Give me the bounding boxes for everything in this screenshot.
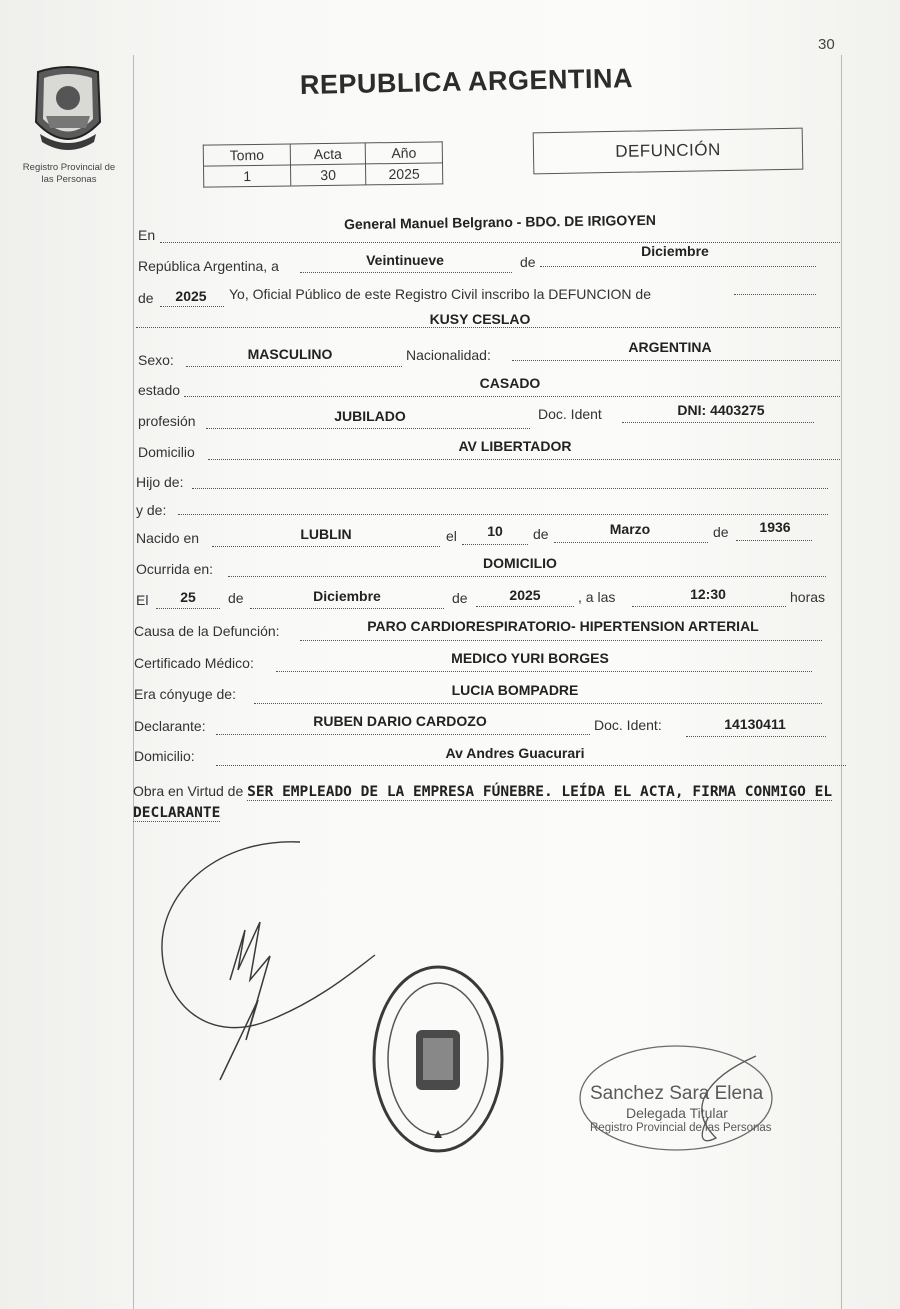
value-hora: 12:30 [690, 586, 726, 602]
record-type: DEFUNCIÓN [615, 140, 721, 161]
value-nac-mes: Marzo [609, 521, 651, 537]
value-estado: CASADO [479, 375, 541, 391]
delegate-stamp [576, 1038, 782, 1156]
line-nacido-en [212, 546, 440, 547]
value-def-anio: 2025 [509, 587, 541, 603]
label-el-def: El [136, 592, 149, 608]
value-nombre: KUSY CESLAO [429, 311, 531, 327]
label-inscribo: Yo, Oficial Público de este Registro Civil inscribo la DEFUNCION de [229, 286, 651, 302]
value-anio: 2025 [175, 288, 207, 304]
value-nac-anio: 1936 [759, 519, 791, 535]
label-sexo: Sexo: [138, 352, 174, 368]
acta-header: Acta [290, 143, 365, 165]
label-republica: República Argentina, a [138, 258, 279, 274]
label-estado: estado [138, 382, 181, 398]
label-de-anio: de [138, 290, 154, 306]
delegate-org: Registro Provincial de las Personas [590, 1122, 772, 1134]
obra-en-virtud [133, 781, 847, 823]
label-domicilio: Domicilio [138, 444, 195, 460]
value-doc: DNI: 4403275 [677, 402, 765, 418]
org-line-1: Registro Provincial de [22, 162, 116, 173]
line-causa [300, 640, 822, 641]
label-hijo-de: Hijo de: [136, 474, 184, 490]
label-domicilio-declarante: Domicilio: [134, 748, 195, 764]
line-declarante-doc [686, 736, 826, 737]
line-nombre [136, 327, 840, 328]
label-doc-ident: Doc. Ident [538, 406, 602, 422]
line-conyuge [254, 703, 822, 704]
value-domicilio-declarante: Av Andres Guacurari [445, 745, 585, 761]
label-de-nac-anio: de [713, 524, 729, 540]
line-declarante [216, 734, 590, 735]
acta-value: 30 [291, 164, 366, 186]
line-mes [540, 266, 816, 267]
tomo-acta-table [203, 141, 444, 187]
line-hijo-de [192, 488, 828, 489]
value-ocurrida-en: DOMICILIO [483, 555, 557, 571]
label-y-de: y de: [136, 502, 167, 518]
value-nacionalidad: ARGENTINA [628, 339, 712, 355]
delegate-name: Sanchez Sara Elena [590, 1083, 764, 1104]
line-nac-mes [554, 542, 708, 543]
value-lugar: General Manuel Belgrano - BDO. DE IRIGOYEN [343, 211, 657, 233]
provincial-seal-icon [30, 64, 106, 154]
line-estado [184, 396, 840, 397]
value-profesion: JUBILADO [334, 408, 406, 424]
line-def-mes [250, 608, 444, 609]
value-conyuge: LUCIA BOMPADRE [451, 682, 579, 698]
label-certificado: Certificado Médico: [134, 655, 254, 671]
value-obra: SER EMPLEADO DE LA EMPRESA FÚNEBRE. LEÍDA EL ACTA, FIRMA CONMIGO EL DECLARANTE [133, 784, 833, 821]
page-title: REPUBLICA ARGENTINA [299, 63, 634, 100]
label-de-mes: de [520, 254, 536, 270]
value-sexo: MASCULINO [247, 346, 333, 362]
line-sexo [186, 366, 402, 367]
line-domicilio-declarante [216, 765, 846, 766]
label-a-las: , a las [578, 589, 616, 605]
line-domicilio [208, 459, 840, 460]
line-ocurrida-en [228, 576, 826, 577]
left-margin-line [133, 55, 134, 1309]
delegate-role: Delegada Titular [626, 1105, 728, 1121]
value-declarante-doc: 14130411 [724, 716, 786, 732]
value-def-dia: 25 [180, 589, 196, 605]
label-nacido-en: Nacido en [136, 530, 200, 546]
declarant-signature [150, 830, 390, 1090]
value-certificado: MEDICO YURI BORGES [451, 650, 609, 666]
line-y-de [178, 514, 828, 515]
line-hora [632, 606, 786, 607]
label-en: En [138, 227, 156, 243]
tomo-value: 1 [204, 165, 291, 187]
label-obra: Obra en Virtud de [133, 783, 244, 799]
anio-header: Año [365, 142, 442, 164]
line-dia [300, 272, 512, 273]
line-nac-anio [736, 540, 812, 541]
official-round-stamp [368, 962, 508, 1157]
value-nacido-en: LUBLIN [300, 526, 352, 542]
label-profesion: profesión [138, 413, 196, 429]
label-de-def-mes: de [228, 590, 244, 606]
line-nacionalidad [512, 360, 840, 361]
label-conyuge: Era cónyuge de: [134, 686, 236, 702]
value-def-mes: Diciembre [313, 588, 381, 604]
value-causa: PARO CARDIORESPIRATORIO- HIPERTENSION ARTERIAL [367, 618, 759, 634]
record-type-box [533, 128, 804, 175]
label-causa: Causa de la Defunción: [134, 623, 280, 639]
value-declarante: RUBEN DARIO CARDOZO [313, 713, 487, 729]
line-doc [622, 422, 814, 423]
value-nac-dia: 10 [487, 523, 503, 539]
org-name [8, 162, 130, 186]
page-number: 30 [818, 36, 835, 53]
label-de-def-anio: de [452, 590, 468, 606]
label-de-nac-mes: de [533, 526, 549, 542]
label-nacionalidad: Nacionalidad: [406, 347, 491, 363]
value-dia: Veintinueve [366, 252, 444, 268]
anio-value: 2025 [365, 163, 442, 185]
line-certificado [276, 671, 812, 672]
line-defuncion-de [734, 294, 816, 295]
label-horas: horas [790, 589, 826, 605]
label-el: el [446, 528, 457, 544]
org-line-2: las Personas [41, 174, 97, 185]
line-def-dia [156, 608, 220, 609]
line-anio [160, 306, 224, 307]
right-margin-line [841, 55, 842, 1309]
tomo-header: Tomo [203, 144, 290, 166]
value-domicilio: AV LIBERTADOR [458, 438, 572, 454]
line-profesion [206, 428, 530, 429]
label-doc-ident-declarante: Doc. Ident: [594, 717, 662, 733]
label-declarante: Declarante: [134, 718, 206, 734]
line-def-anio [476, 606, 574, 607]
label-ocurrida-en: Ocurrida en: [136, 561, 214, 577]
line-nac-dia [462, 544, 528, 545]
value-mes: Diciembre [641, 243, 709, 259]
